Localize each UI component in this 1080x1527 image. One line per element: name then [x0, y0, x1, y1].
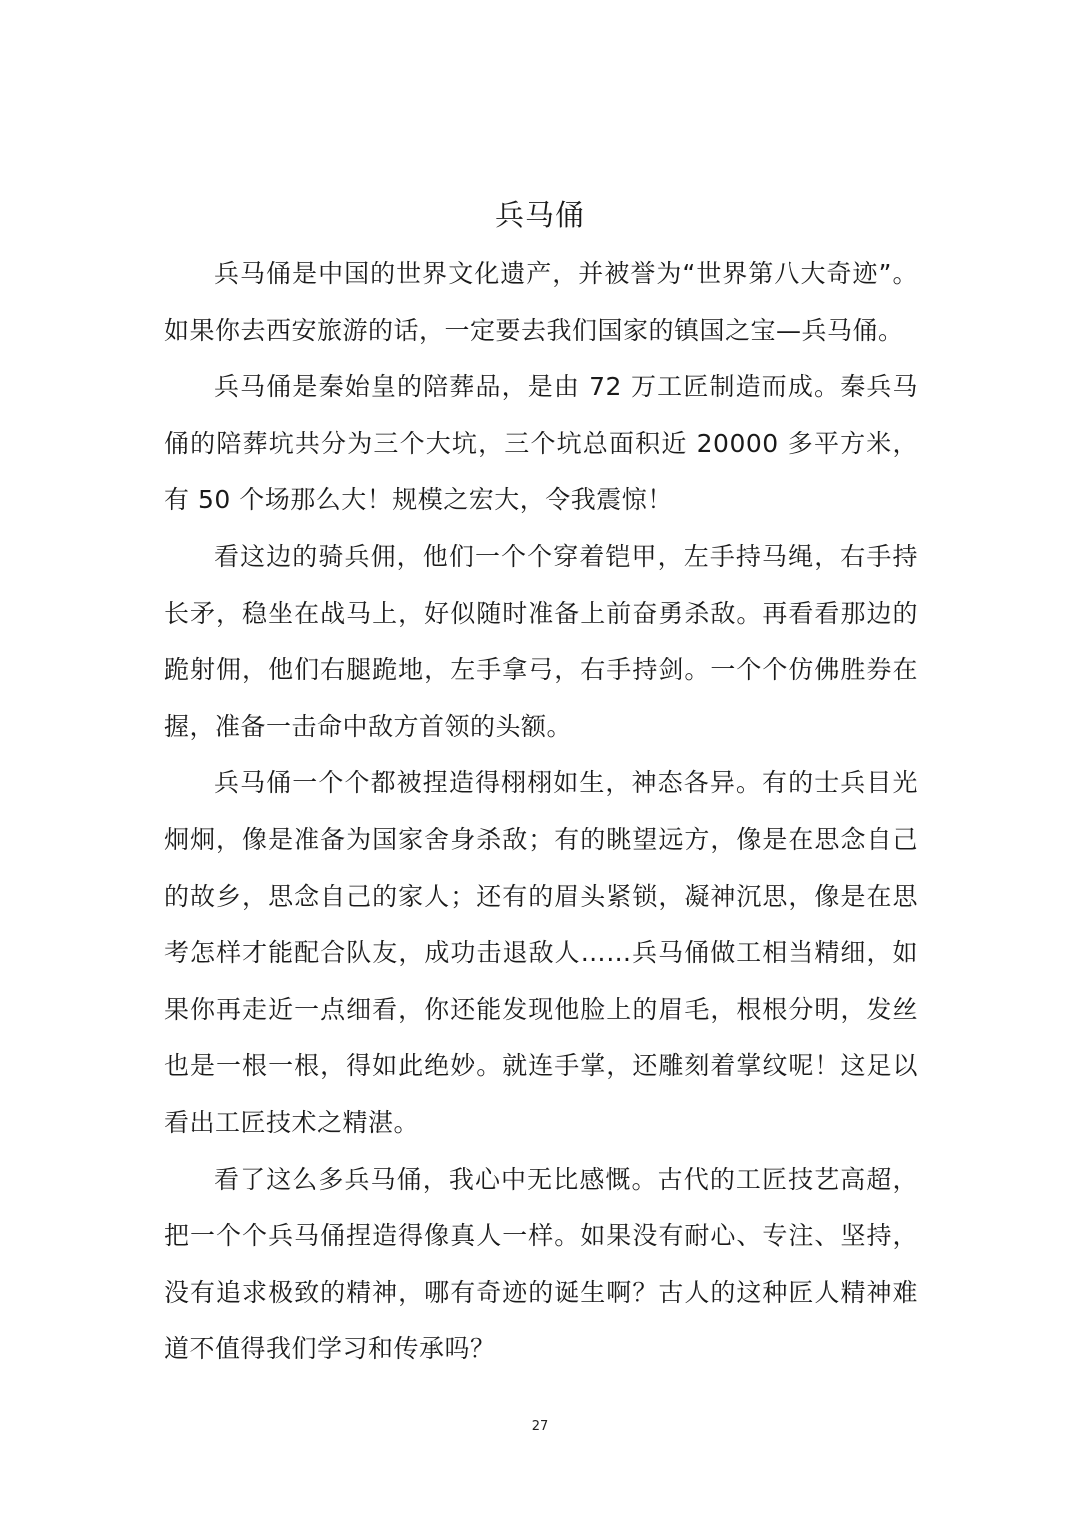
page-number: 27 — [531, 1419, 549, 1434]
essay-body — [164, 246, 918, 1378]
paragraph-1: 兵马俑是中国的世界文化遗产，并被誉为“世界第八大奇迹”。如果你去西安旅游的话，一定要去我们国家的镇国之宝—兵马俑。 — [164, 259, 918, 345]
essay-title: 兵马俑 — [494, 198, 585, 232]
paragraph-3: 看这边的骑兵佣，他们一个个穿着铠甲，左手持马绳，右手持长矛，稳坐在战马上，好似随时准备上前奋勇杀敌。再看看那边的跪射佣，他们右腿跪地，左手拿弓，右手持剑。一个个仿佛胜券在握，准备一击命中敌方首领的头额。 — [164, 541, 918, 741]
paragraph-2: 兵马俑是秦始皇的陪葬品，是由 72 万工匠制造而成。秦兵马俑的陪葬坑共分为三个大坑，三个坑总面积近 20000 多平方米，有 50 个场那么大！规模之宏大，令我震惊！ — [164, 372, 918, 515]
paragraph-5: 看了这么多兵马俑，我心中无比感慨。古代的工匠技艺高超，把一个个兵马俑捏造得像真人一样。如果没有耐心、专注、坚持，没有追求极致的精神，哪有奇迹的诞生啊？古人的这种匠人精神难道不值得我们学习和传承吗？ — [164, 1164, 918, 1364]
paragraph-4: 兵马俑一个个都被捏造得栩栩如生，神态各异。有的士兵目光炯炯，像是准备为国家舍身杀敌；有的眺望远方，像是在思念自己的故乡，思念自己的家人；还有的眉头紧锁，凝神沉思，像是在思考怎样才能配合队友，成功击退敌人……兵马俑做工相当精细，如果你再走近一点细看，你还能发现他脸上的眉毛，根根分明，发丝也是一根一根，得如此绝妙。就连手掌，还雕刻着掌纹呢！这足以看出工匠技术之精湛。 — [164, 768, 918, 1137]
